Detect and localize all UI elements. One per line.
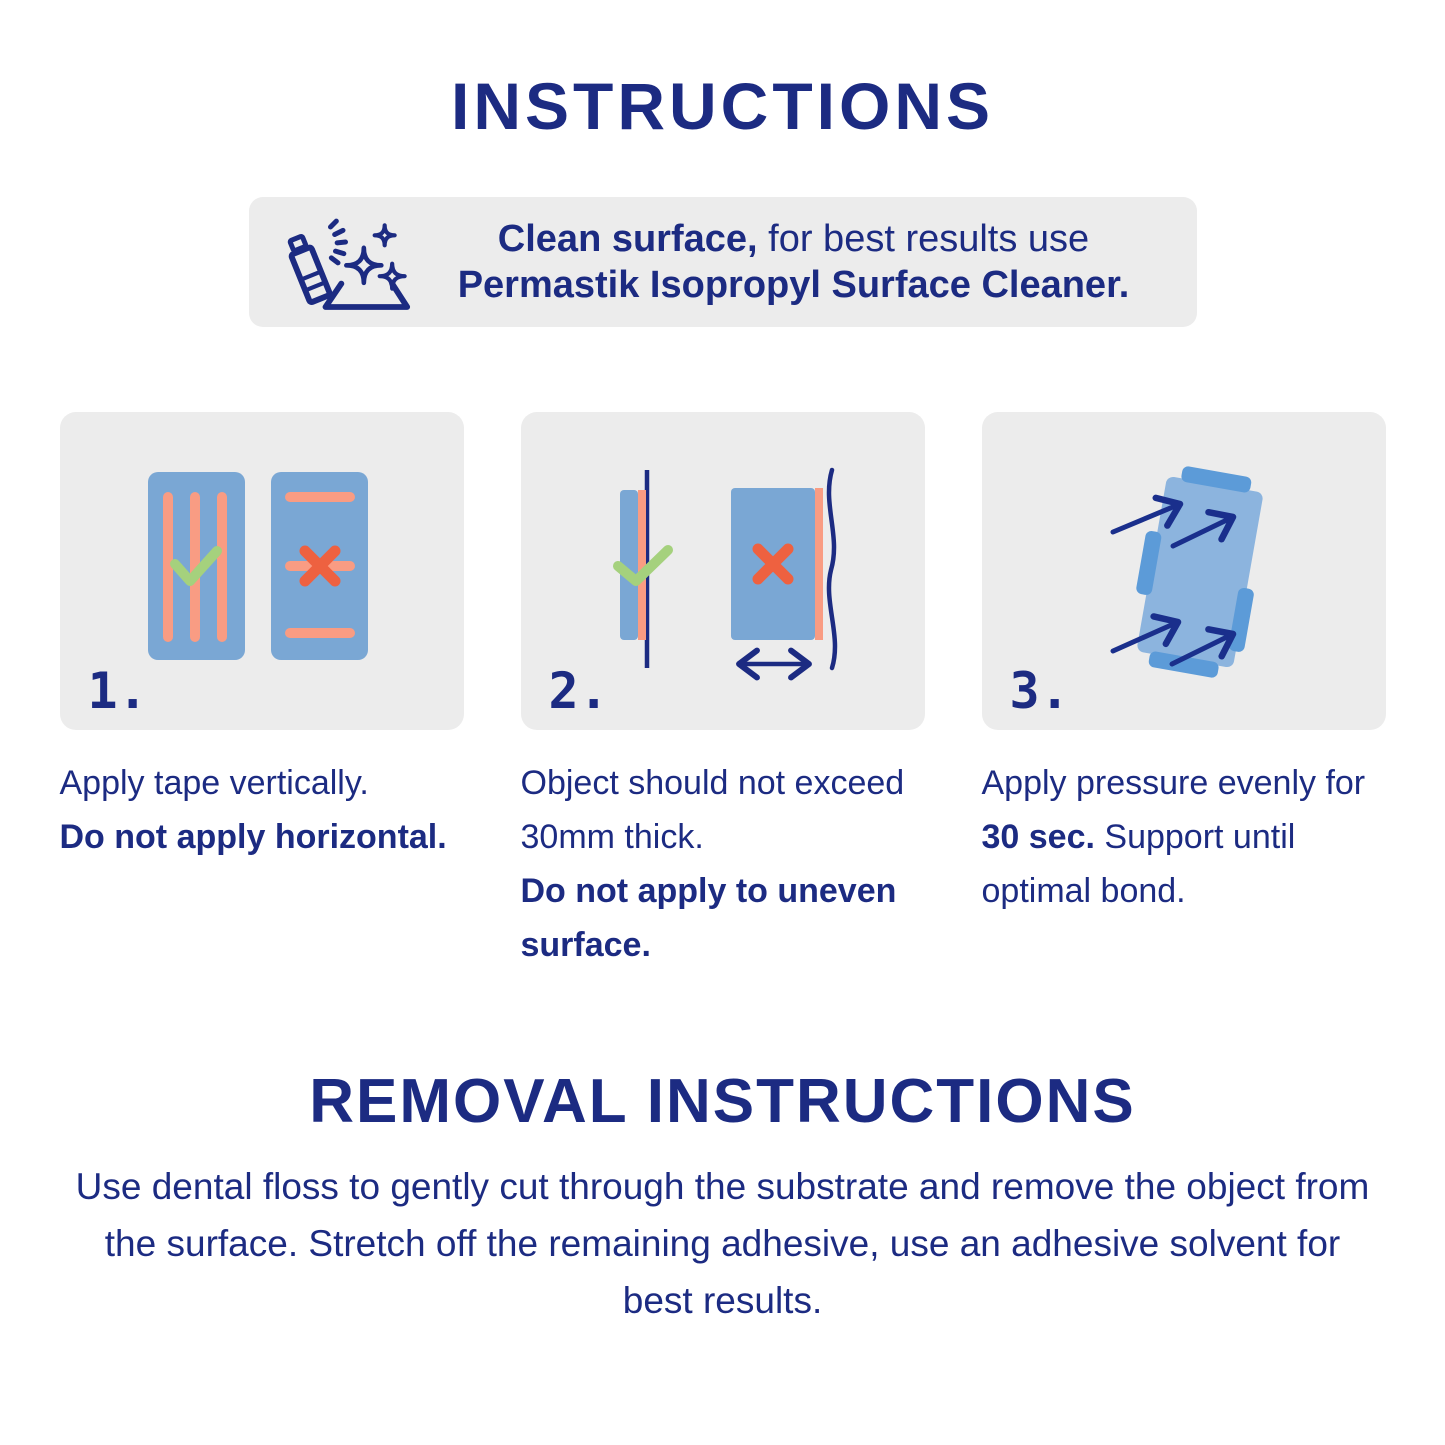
vertical-tape-correct-graphic	[148, 472, 245, 660]
step-3-caption	[982, 756, 1386, 972]
step-1-caption	[60, 756, 464, 972]
spray-can-graphic	[285, 234, 329, 302]
step-2-warning: Do not apply to uneven surface.	[520, 871, 897, 964]
step-3-text-before: Apply pressure evenly for	[981, 763, 1366, 802]
removal-body: Use dental floss to gently cut through the substrate and remove the object from the surface. Stretch off the remaining adhesive, use an adhesive solvent for best results.	[75, 1165, 1370, 1321]
spray-clean-icon	[277, 212, 419, 312]
page-title: INSTRUCTIONS	[451, 69, 994, 143]
banner-line-1: Clean surface, for best results use	[497, 217, 1090, 260]
horizontal-tape-wrong-graphic	[271, 472, 368, 660]
sparkle-icons	[346, 225, 404, 288]
step-1-warning: Do not apply horizontal.	[59, 817, 447, 856]
step-2-caption	[521, 756, 925, 972]
step-3-number: 3.	[1009, 661, 1070, 720]
step-1-text: Apply tape vertically.	[59, 763, 369, 802]
step-captions	[0, 756, 1445, 972]
step-2-text: Object should not exceed 30mm thick.	[520, 763, 905, 856]
step-3-card	[982, 412, 1386, 730]
step-cards	[0, 412, 1445, 730]
spray-droplets	[330, 221, 345, 263]
step-3-text-after: Support until optimal bond.	[981, 817, 1296, 910]
step-2-number: 2.	[548, 661, 609, 720]
step-1-number: 1.	[87, 661, 148, 720]
thin-object-correct-graphic	[618, 470, 668, 668]
banner-text	[419, 216, 1169, 308]
step-1-card	[60, 412, 464, 730]
uneven-wall-line	[828, 470, 834, 668]
clean-surface-banner	[249, 197, 1197, 327]
step-2-card	[521, 412, 925, 730]
removal-title: REMOVAL INSTRUCTIONS	[309, 1066, 1136, 1136]
uneven-surface-wrong-graphic	[731, 470, 835, 668]
surface-graphic	[325, 283, 407, 306]
step-3-duration: 30 sec.	[981, 817, 1095, 856]
banner-line-2: Permastik Isopropyl Surface Cleaner.	[457, 263, 1130, 306]
